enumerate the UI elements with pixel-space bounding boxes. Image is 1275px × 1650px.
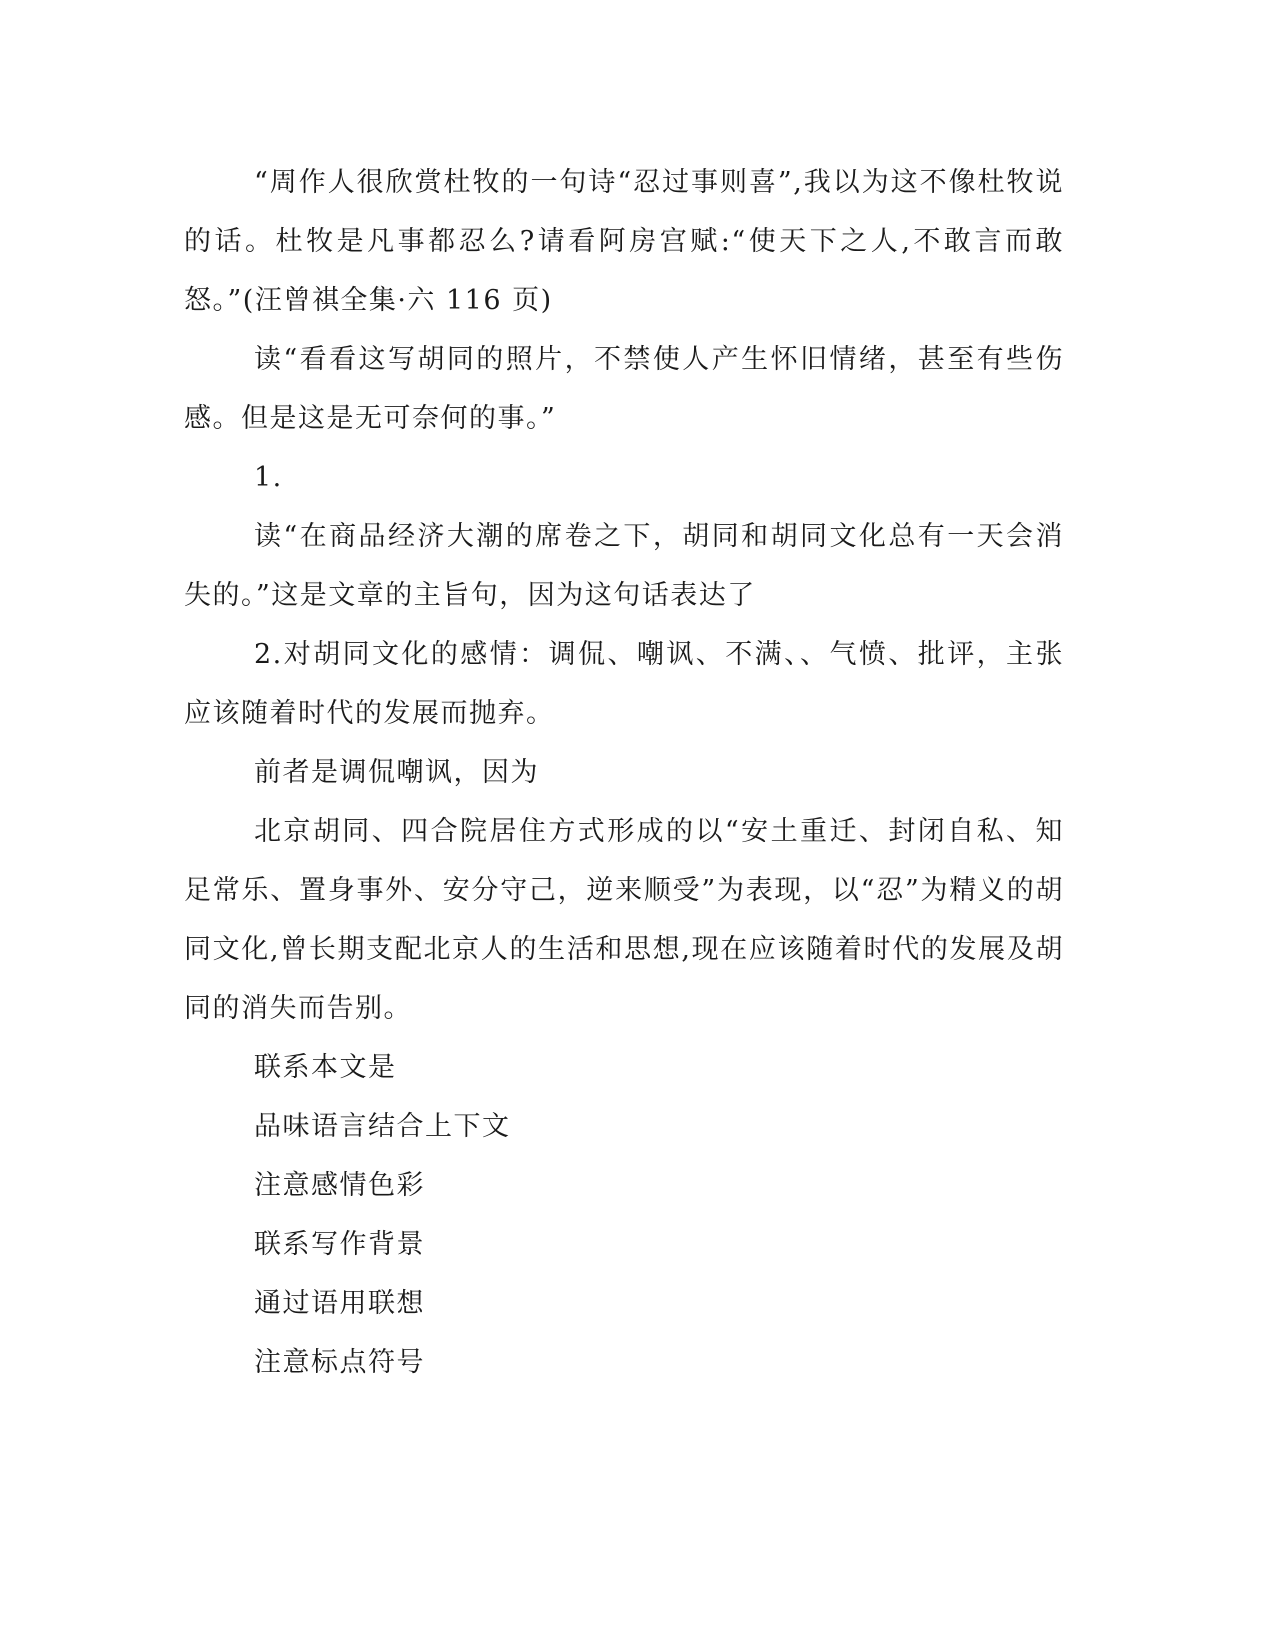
paragraph-theme-sentence: 读“在商品经济大潮的席卷之下，胡同和胡同文化总有一天会消失的。”这是文章的主旨句，因为这句话表达了 xyxy=(184,521,1064,611)
document-page xyxy=(184,153,1064,1392)
paragraph-tip-association: 通过语用联想 xyxy=(254,1288,425,1319)
paragraph-item-1: 1. xyxy=(254,462,283,493)
paragraph-quote-zhou-zuoren: “周作人很欣赏杜牧的一句诗“忍过事则喜”,我以为这不像杜牧说的话。杜牧是凡事都忍么?请看阿房宫赋:“使天下之人,不敢言而敢怒。”(汪曾祺全集·六 116 页) xyxy=(184,167,1064,316)
paragraph-photo-nostalgia: 读“看看这写胡同的照片，不禁使人产生怀旧情绪，甚至有些伤感。但是这是无可奈何的事。” xyxy=(184,344,1064,434)
paragraph-tip-emotion: 注意感情色彩 xyxy=(254,1170,425,1201)
paragraph-tip-punctuation: 注意标点符号 xyxy=(254,1347,425,1378)
paragraph-hutong-culture: 北京胡同、四合院居住方式形成的以“安土重迁、封闭自私、知足常乐、置身事外、安分守己，逆来顺受”为表现，以“忍”为精义的胡同文化,曾长期支配北京人的生活和思想,现在应该随着时代的发展及胡同的消失而告别。 xyxy=(184,816,1064,1024)
paragraph-connect-text: 联系本文是 xyxy=(254,1052,397,1083)
paragraph-tip-context: 品味语言结合上下文 xyxy=(254,1111,511,1142)
paragraph-tip-background: 联系写作背景 xyxy=(254,1229,425,1260)
paragraph-item-2-feelings: 2.对胡同文化的感情：调侃、嘲讽、不满、、气愤、批评，主张应该随着时代的发展而抛弃。 xyxy=(184,639,1064,729)
paragraph-former-reason: 前者是调侃嘲讽，因为 xyxy=(254,757,539,788)
